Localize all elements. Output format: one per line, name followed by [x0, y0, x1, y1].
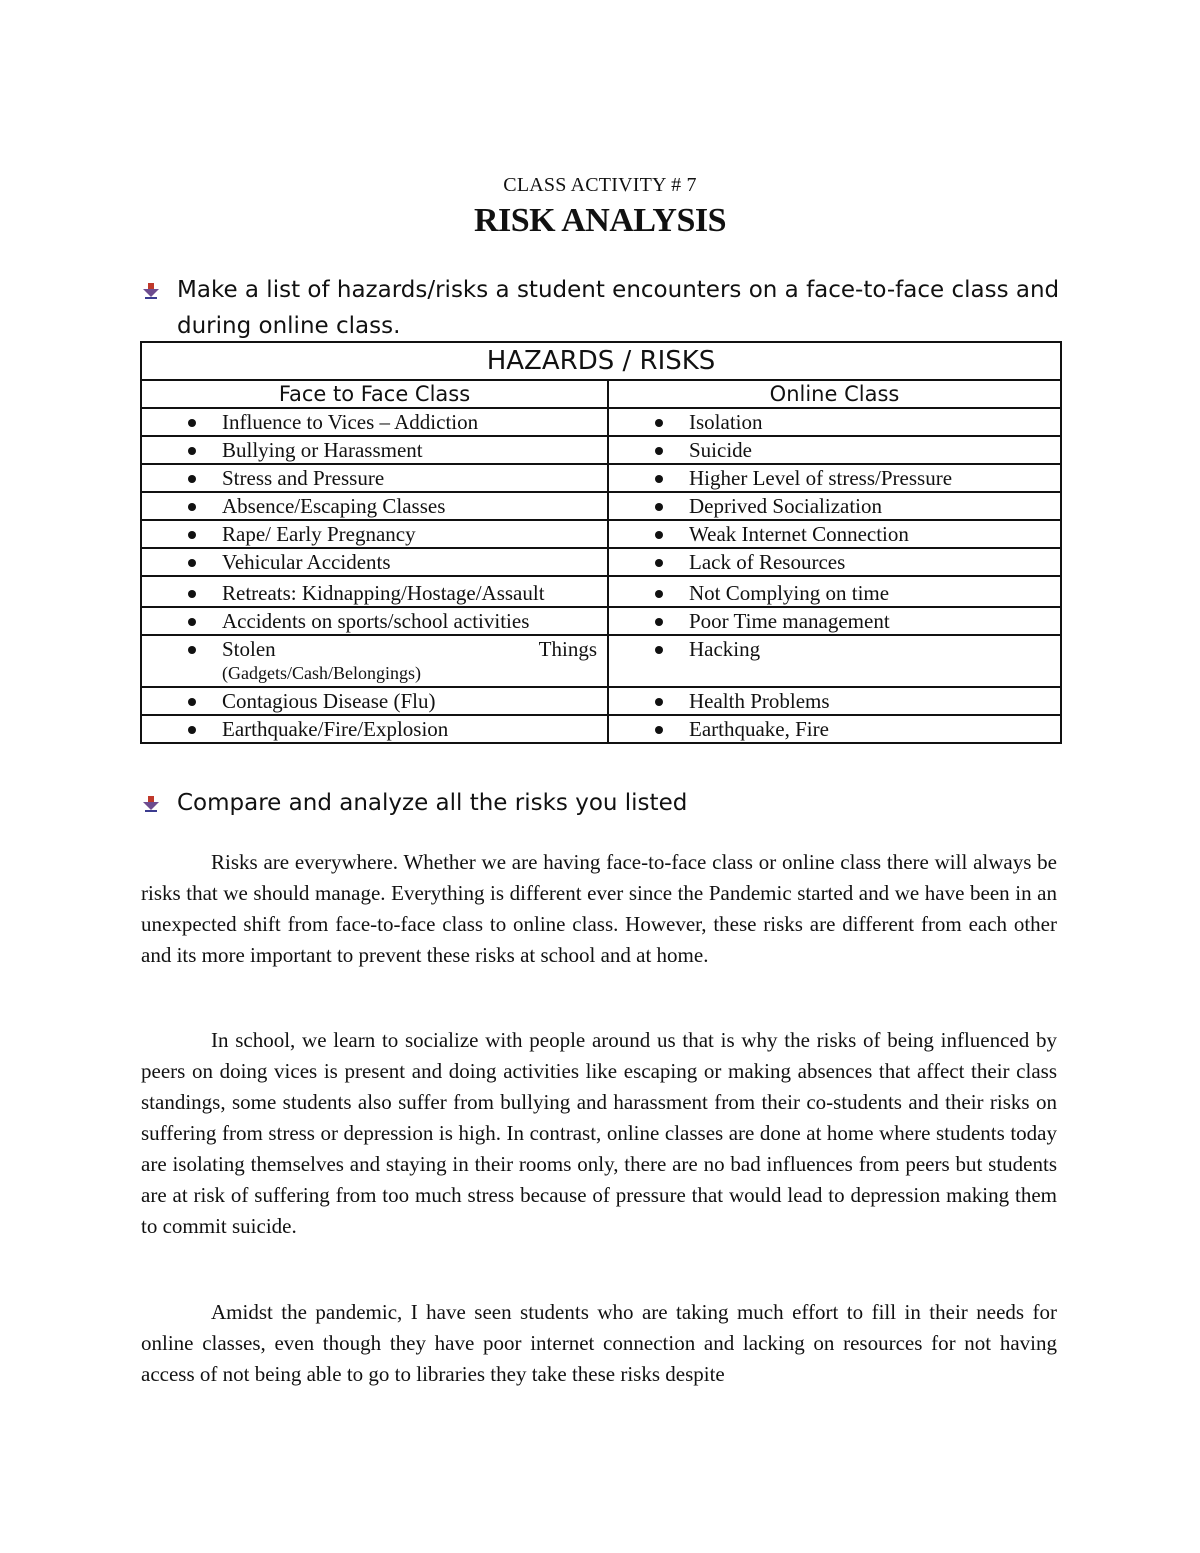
online-risk: Suicide — [689, 438, 752, 462]
face-to-face-risk: Rape/ Early Pregnancy — [222, 522, 416, 546]
face-to-face-risk-part: Stolen — [222, 637, 276, 661]
hazards-risks-table — [140, 341, 1062, 744]
online-risk: Health Problems — [689, 689, 830, 713]
online-risk: Poor Time management — [689, 609, 890, 633]
bullet-dot-icon — [655, 618, 663, 626]
bullet-dot-icon — [188, 726, 196, 734]
prompt-compare-analyze — [141, 785, 1071, 821]
table-row — [141, 635, 1061, 687]
prompt-list-hazards — [141, 272, 1071, 344]
bullet-dot-icon — [188, 698, 196, 706]
bullet-dot-icon — [188, 618, 196, 626]
paragraph-text: In school, we learn to socialize with people around us that is why the risks of being influenced by peers on doing vices is present and doing activities like escaping or making absences that affect their class standings, some students also suffer from bullying and harassment from their co-students and their risks on suffering from stress or depression is high. In contrast, online classes are done at home where students today are isolating themselves and staying in their rooms only, there are no bad influences from peers but students are at risk of suffering from too much stress because of pressure that would lead to depression making them to commit suicide. — [141, 1028, 1057, 1238]
face-to-face-risk: Earthquake/Fire/Explosion — [222, 717, 449, 741]
face-to-face-risk: Influence to Vices – Addiction — [222, 410, 479, 434]
face-to-face-risk: Accidents on sports/school activities — [222, 609, 530, 633]
face-to-face-risk: Absence/Escaping Classes — [222, 494, 446, 518]
bullet-dot-icon — [188, 559, 196, 567]
online-risk: Deprived Socialization — [689, 494, 883, 518]
online-risk: Lack of Resources — [689, 550, 846, 574]
face-to-face-risk: Retreats: Kidnapping/Hostage/Assault — [222, 581, 545, 605]
arrow-down-bullet-icon — [141, 280, 161, 300]
table-row — [141, 607, 1061, 635]
bullet-dot-icon — [188, 503, 196, 511]
table-title: HAZARDS / RISKS — [141, 342, 1061, 380]
bullet-dot-icon — [188, 531, 196, 539]
table-row — [141, 464, 1061, 492]
bullet-dot-icon — [655, 419, 663, 427]
paragraph-2 — [141, 1025, 1057, 1242]
column-header-face-to-face: Face to Face Class — [141, 380, 608, 408]
activity-heading: CLASS ACTIVITY # 7 — [503, 174, 697, 196]
bullet-dot-icon — [188, 590, 196, 598]
column-header-online: Online Class — [608, 380, 1061, 408]
bullet-dot-icon — [655, 726, 663, 734]
online-risk: Higher Level of stress/Pressure — [689, 466, 953, 490]
online-risk: Not Complying on time — [689, 581, 890, 605]
online-risk: Earthquake, Fire — [689, 717, 829, 741]
bullet-dot-icon — [188, 475, 196, 483]
online-risk: Isolation — [689, 410, 763, 434]
face-to-face-risk-part: Things — [538, 637, 597, 661]
face-to-face-risk: Vehicular Accidents — [222, 550, 391, 574]
table-row — [141, 548, 1061, 576]
table-row — [141, 687, 1061, 715]
face-to-face-risk-part: (Gadgets/Cash/Belongings) — [222, 663, 421, 683]
paragraph-1 — [141, 847, 1057, 971]
bullet-dot-icon — [655, 447, 663, 455]
document-title: RISK ANALYSIS — [473, 202, 727, 239]
table-row — [141, 408, 1061, 436]
table-row — [141, 436, 1061, 464]
table-row — [141, 715, 1061, 743]
bullet-dot-icon — [655, 646, 663, 654]
bullet-dot-icon — [655, 698, 663, 706]
prompt-compare-analyze-text: Compare and analyze all the risks you listed — [177, 790, 688, 816]
online-risk: Hacking — [689, 637, 761, 661]
prompt-list-hazards-text: Make a list of hazards/risks a student encounters on a face-to-face class and during online class. — [177, 277, 1060, 339]
paragraph-text: Risks are everywhere. Whether we are having face-to-face class or online class there will always be risks that we should manage. Everything is different ever since the Pandemic started and we have been in an unexpected shift from face-to-face class to online class. However, these risks are different from each other and its more important to prevent these risks at school and at home. — [141, 850, 1057, 967]
bullet-dot-icon — [655, 475, 663, 483]
bullet-dot-icon — [188, 646, 196, 654]
bullet-dot-icon — [655, 531, 663, 539]
bullet-dot-icon — [655, 503, 663, 511]
table-row — [141, 492, 1061, 520]
paragraph-text: Amidst the pandemic, I have seen students who are taking much effort to fill in their needs for online classes, even though they have poor internet connection and lacking on resources for not having access of not being able to go to libraries they take these risks despite — [141, 1300, 1057, 1386]
table-row — [141, 576, 1061, 607]
face-to-face-risk: Stress and Pressure — [222, 466, 385, 490]
paragraph-3 — [141, 1297, 1057, 1390]
bullet-dot-icon — [188, 419, 196, 427]
bullet-dot-icon — [655, 559, 663, 567]
bullet-dot-icon — [188, 447, 196, 455]
face-to-face-risk: Bullying or Harassment — [222, 438, 423, 462]
arrow-down-bullet-icon — [141, 793, 161, 813]
online-risk: Weak Internet Connection — [689, 522, 909, 546]
bullet-dot-icon — [655, 590, 663, 598]
table-row — [141, 520, 1061, 548]
face-to-face-risk: Contagious Disease (Flu) — [222, 689, 436, 713]
